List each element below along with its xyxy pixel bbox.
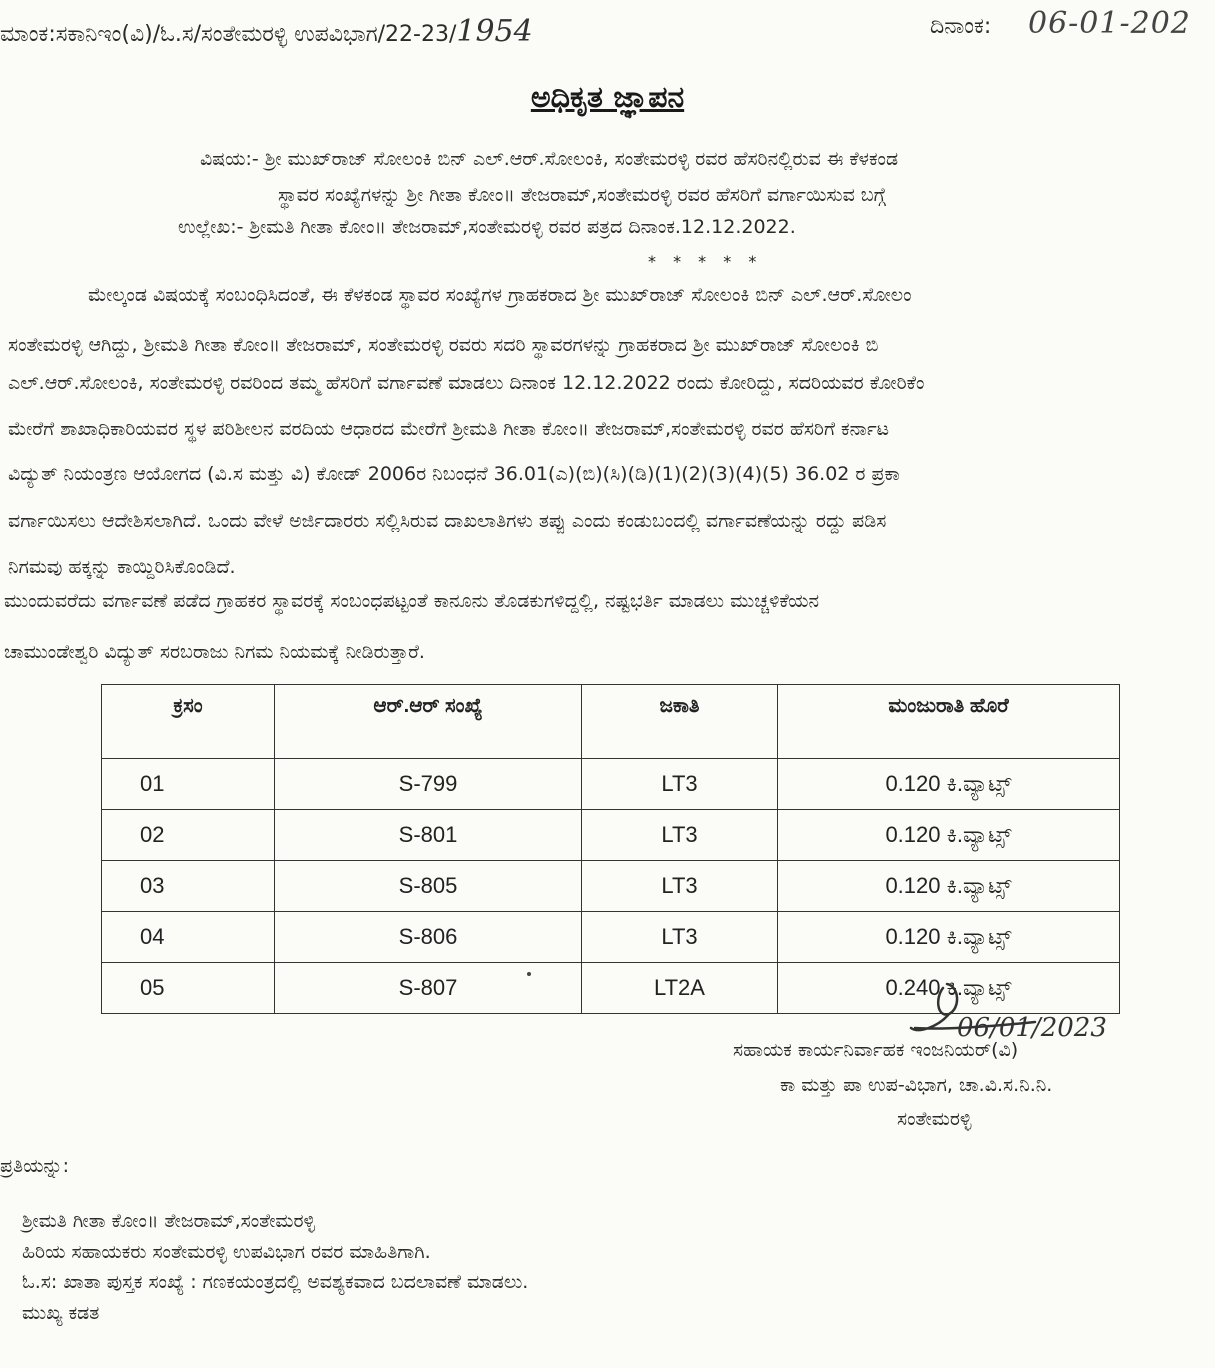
signer-designation: ಸಹಾಯಕ ಕಾರ್ಯನಿರ್ವಾಹಕ ಇಂಜನಿಯರ್(ವಿ) bbox=[733, 1039, 1019, 1061]
copy-to-item: ಮುಖ್ಯ ಕಡತ bbox=[22, 1302, 100, 1324]
table-header-row bbox=[102, 685, 1120, 759]
cell-rr-number: S-806 bbox=[275, 912, 582, 963]
cell-load: 0.240 ಕಿ.ವ್ಯಾಟ್ಸ್ bbox=[778, 963, 1120, 1014]
cell-tariff: LT3 bbox=[582, 861, 778, 912]
cell-load: 0.120 ಕಿ.ವ್ಯಾಟ್ಸ್ bbox=[778, 759, 1120, 810]
body-line-8: ಮುಂದುವರೆದು ವರ್ಗಾವಣೆ ಪಡೆದ ಗ್ರಾಹಕರ ಸ್ಥಾವರಕ್ಕೆ ಸಂಬಂಧಪಟ್ಟಂತೆ ಕಾನೂನು ತೊಡಕುಗಳಿದ್ದಲ್ಲಿ, ನಷ್ಟಭರ್ತಿ ಮಾಡಲು ಮುಚ್ಚಳಿಕೆಯನ bbox=[4, 590, 820, 612]
separator-stars: * * * * * bbox=[648, 252, 763, 271]
cell-rr-number: S-805 bbox=[275, 861, 582, 912]
cell-serial: 04 bbox=[102, 912, 275, 963]
body-line-9: ಚಾಮುಂಡೇಶ್ವರಿ ವಿದ್ಯುತ್ ಸರಬರಾಜು ನಿಗಮ ನಿಯಮಕ್ಕೆ ನೀಡಿರುತ್ತಾರೆ. bbox=[4, 641, 425, 663]
subject-line-2: ಸ್ಥಾವರ ಸಂಖ್ಯೆಗಳನ್ನು ಶ್ರೀ ಗೀತಾ ಕೋಂ॥ ತೇಜರಾಮ್,ಸಂತೇಮರಳ್ಳಿ ರವರ ಹೆಸರಿಗೆ ವರ್ಗಾಯಿಸುವ ಬಗ್ಗೆ bbox=[278, 184, 886, 206]
cell-tariff: LT3 bbox=[582, 912, 778, 963]
cell-tariff: LT3 bbox=[582, 759, 778, 810]
cell-load: 0.120 ಕಿ.ವ್ಯಾಟ್ಸ್ bbox=[778, 810, 1120, 861]
table-row bbox=[102, 759, 1120, 810]
cell-load: 0.120 ಕಿ.ವ್ಯಾಟ್ಸ್ bbox=[778, 861, 1120, 912]
table-row bbox=[102, 912, 1120, 963]
ink-dot bbox=[527, 972, 531, 976]
table-row bbox=[102, 861, 1120, 912]
col-header-tariff: ಜಕಾತಿ bbox=[582, 685, 778, 759]
signer-place: ಸಂತೇಮರಳ್ಳಿ bbox=[897, 1108, 972, 1130]
cell-serial: 02 bbox=[102, 810, 275, 861]
body-line-1: ಮೇಲ್ಕಂಡ ವಿಷಯಕ್ಕೆ ಸಂಬಂಧಿಸಿದಂತೆ, ಈ ಕೆಳಕಂಡ ಸ್ಥಾವರ ಸಂಖ್ಯೆಗಳ ಗ್ರಾಹಕರಾದ ಶ್ರೀ ಮುಖ್‌ರಾಜ್ ಸೋಲಂಕಿ ಬಿನ್ ಎಲ್.ಆರ್.ಸೋಲಂ bbox=[88, 284, 912, 306]
date-label: ದಿನಾಂಕ: bbox=[930, 14, 992, 39]
reference-number: 1954 bbox=[456, 14, 533, 49]
cell-serial: 01 bbox=[102, 759, 275, 810]
cell-tariff: LT3 bbox=[582, 810, 778, 861]
body-line-7: ನಿಗಮವು ಹಕ್ಕನ್ನು ಕಾಯ್ದಿರಿಸಿಕೊಂಡಿದೆ. bbox=[8, 556, 236, 578]
connections-table bbox=[101, 684, 1120, 1014]
body-line-5: ವಿದ್ಯುತ್ ನಿಯಂತ್ರಣ ಆಯೋಗದ (ವಿ.ಸ ಮತ್ತು ವಿ) ಕೋಡ್ 2006ರ ನಿಬಂಧನೆ 36.01(ಎ)(ಬಿ)(ಸಿ)(ಡಿ)(1)(2)(3)(4)(5) 36.02 ರ ಪ್ರಕಾ bbox=[8, 463, 900, 485]
page-title: ಅಧಿಕೃತ ಜ್ಞಾಪನ bbox=[530, 80, 685, 115]
cell-rr-number: S-807 bbox=[275, 963, 582, 1014]
cell-load: 0.120 ಕಿ.ವ್ಯಾಟ್ಸ್ bbox=[778, 912, 1120, 963]
body-line-4: ಮೇರೆಗೆ ಶಾಖಾಧಿಕಾರಿಯವರ ಸ್ಥಳ ಪರಿಶೀಲನ ವರದಿಯ ಆಧಾರದ ಮೇರೆಗೆ ಶ್ರೀಮತಿ ಗೀತಾ ಕೋಂ॥ ತೇಜರಾಮ್,ಸಂತೇಮರಳ್ಳಿ ರವರ ಹೆಸರಿಗೆ ಕರ್ನಾಟ bbox=[8, 418, 890, 440]
reference-citation: ಉಲ್ಲೇಖ:- ಶ್ರೀಮತಿ ಗೀತಾ ಕೋಂ॥ ತೇಜರಾಮ್,ಸಂತೇಮರಳ್ಳಿ ರವರ ಪತ್ರದ ದಿನಾಂಕ.12.12.2022. bbox=[178, 216, 796, 238]
copy-to-heading: ಪ್ರತಿಯನ್ನು: bbox=[0, 1155, 70, 1177]
cell-rr-number: S-799 bbox=[275, 759, 582, 810]
col-header-rr-number: ಆರ್.ಆರ್ ಸಂಖ್ಯೆ bbox=[275, 685, 582, 759]
signature-date: 06/01/2023 bbox=[957, 1013, 1107, 1043]
col-header-serial: ಕ್ರಸಂ bbox=[102, 685, 275, 759]
table-row bbox=[102, 810, 1120, 861]
cell-serial: 05 bbox=[102, 963, 275, 1014]
cell-serial: 03 bbox=[102, 861, 275, 912]
body-line-6: ವರ್ಗಾಯಿಸಲು ಆದೇಶಿಸಲಾಗಿದೆ. ಒಂದು ವೇಳೆ ಅರ್ಜಿದಾರರು ಸಲ್ಲಿಸಿರುವ ದಾಖಲಾತಿಗಳು ತಪ್ಪು ಎಂದು ಕಂಡುಬಂದಲ್ಲಿ ವರ್ಗಾವಣೆಯನ್ನು ರದ್ದು ಪಡಿಸ bbox=[8, 510, 887, 532]
copy-to-item: ಓ.ಸ: ಖಾತಾ ಪುಸ್ತಕ ಸಂಖ್ಯೆ : ಗಣಕಯಂತ್ರದಲ್ಲಿ ಅವಶ್ಯಕವಾದ ಬದಲಾವಣೆ ಮಾಡಲು. bbox=[22, 1271, 529, 1293]
body-line-3: ಎಲ್.ಆರ್.ಸೋಲಂಕಿ, ಸಂತೇಮರಳ್ಳಿ ರವರಿಂದ ತಮ್ಮ ಹೆಸರಿಗೆ ವರ್ಗಾವಣೆ ಮಾಡಲು ದಿನಾಂಕ 12.12.2022 ರಂದು ಕೋರಿದ್ದು, ಸದರಿಯವರ ಕೋರಿಕೆಂ bbox=[8, 372, 925, 394]
signer-office: ಕಾ ಮತ್ತು ಪಾ ಉಪ-ವಿಭಾಗ, ಚಾ.ವಿ.ಸ.ನಿ.ನಿ. bbox=[780, 1074, 1053, 1096]
cell-rr-number: S-801 bbox=[275, 810, 582, 861]
reference-text: ಮಾಂಕ:ಸಕಾನಿಇಂ(ವಿ)/ಓ.ಸ/ಸಂತೇಮರಳ್ಳಿ ಉಪವಿಭಾಗ/22-23/ bbox=[0, 22, 457, 47]
subject-line-1: ವಿಷಯ:- ಶ್ರೀ ಮುಖ್‌ರಾಜ್ ಸೋಲಂಕಿ ಬಿನ್ ಎಲ್.ಆರ್.ಸೋಲಂಕಿ, ಸಂತೇಮರಳ್ಳಿ ರವರ ಹೆಸರಿನಲ್ಲಿರುವ ಈ ಕೆಳಕಂಡ bbox=[200, 148, 899, 170]
date-value: 06-01-202 bbox=[1028, 6, 1191, 41]
cell-tariff: LT2A bbox=[582, 963, 778, 1014]
col-header-sanctioned-load: ಮಂಜುರಾತಿ ಹೊರೆ bbox=[778, 685, 1120, 759]
handwritten-signature bbox=[905, 978, 1125, 1048]
copy-to-item: ಹಿರಿಯ ಸಹಾಯಕರು ಸಂತೇಮರಳ್ಳಿ ಉಪವಿಭಾಗ ರವರ ಮಾಹಿತಿಗಾಗಿ. bbox=[22, 1241, 431, 1263]
reference-line bbox=[0, 14, 533, 49]
body-line-2: ಸಂತೇಮರಳ್ಳಿ ಆಗಿದ್ದು, ಶ್ರೀಮತಿ ಗೀತಾ ಕೋಂ॥ ತೇಜರಾಮ್, ಸಂತೇಮರಳ್ಳಿ ರವರು ಸದರಿ ಸ್ಥಾವರಗಳನ್ನು ಗ್ರಾಹಕರಾದ ಶ್ರೀ ಮುಖ್‌ರಾಜ್ ಸೋಲಂಕಿ ಬಿ bbox=[8, 334, 879, 356]
copy-to-item: ಶ್ರೀಮತಿ ಗೀತಾ ಕೋಂ॥ ತೇಜರಾಮ್,ಸಂತೇಮರಳ್ಳಿ bbox=[22, 1210, 316, 1232]
